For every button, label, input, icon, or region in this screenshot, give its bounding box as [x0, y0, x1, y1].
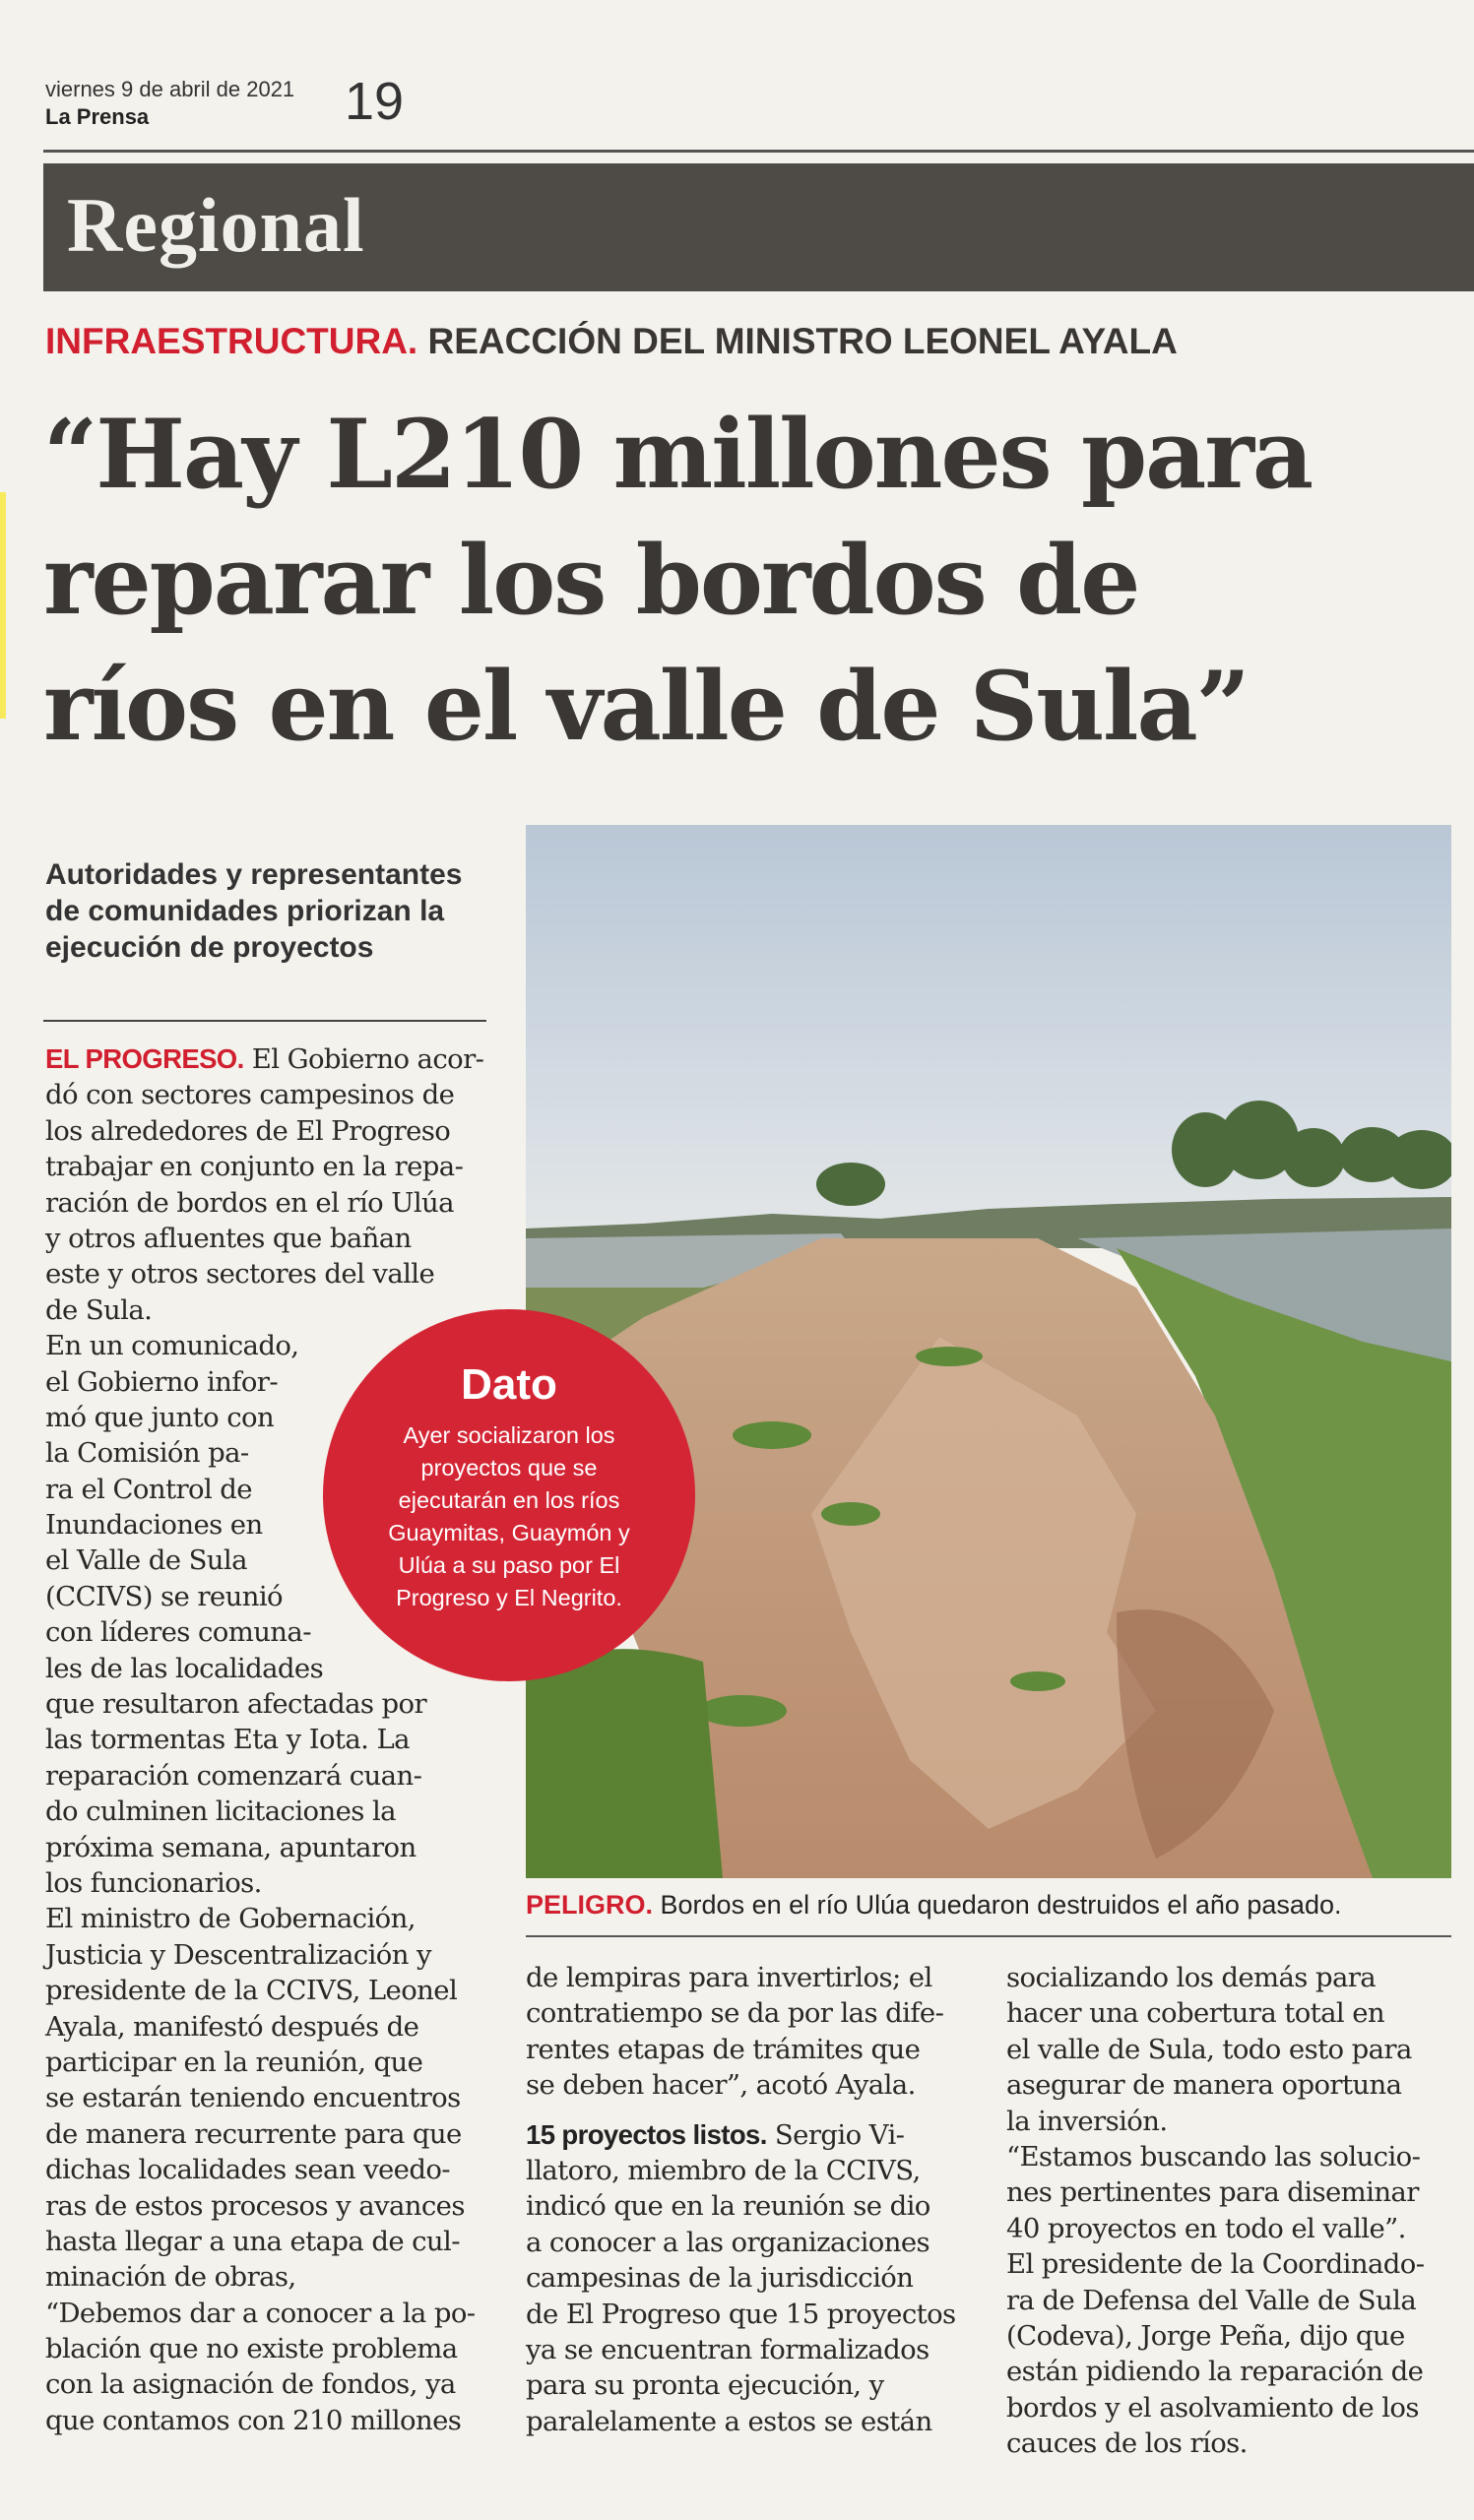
body-line — [45, 2259, 488, 2295]
body-line — [1006, 1960, 1459, 1995]
body-text: les de las localidades — [45, 1652, 324, 1684]
body-line — [45, 1077, 488, 1112]
body-text: 40 proyectos en todo el valle”. — [1006, 2212, 1406, 2244]
body-line — [1006, 2426, 1459, 2461]
body-line — [526, 2332, 979, 2367]
body-text: el Valle de Sula — [45, 1544, 247, 1577]
body-text: reparación comenzará cuan- — [45, 1759, 422, 1792]
body-text: de lempiras para invertirlos; el — [526, 1962, 932, 1993]
body-text: a conocer a las organizaciones — [526, 2226, 930, 2258]
body-line — [1006, 2283, 1459, 2318]
body-text: El ministro de Gobernación, — [45, 1903, 416, 1935]
body-line — [1006, 2104, 1459, 2139]
body-text: socializando los demás para — [1006, 1962, 1377, 1993]
body-text: de El Progreso que 15 proyectos — [526, 2298, 956, 2330]
body-line — [526, 2153, 979, 2188]
body-text: se estarán teniendo encuentros — [45, 2082, 461, 2114]
body-line — [1006, 2354, 1459, 2389]
dato-text: Ayer socializaron los proyectos que se ejecutarán en los ríos Guaymitas, Guaymón y Ulúa a su paso por El Progreso y El Negrito. — [388, 1422, 630, 1610]
body-text: (Codeva), Jorge Peña, dijo que — [1006, 2319, 1405, 2352]
body-line — [45, 2188, 488, 2224]
caption-lead: PELIGRO. — [526, 1890, 654, 1920]
headline — [43, 392, 1442, 770]
body-text: dó con sectores campesinos de — [45, 1079, 455, 1111]
newspaper-name: La Prensa — [45, 104, 150, 129]
body-text: este y otros sectores del valle — [45, 1258, 435, 1291]
issue-date: viernes 9 de abril de 2021 — [45, 77, 295, 101]
body-line — [526, 2117, 979, 2153]
body-line — [45, 1400, 488, 1435]
body-text: paralelamente a estos se están — [526, 2405, 932, 2437]
body-line — [45, 2224, 488, 2259]
paragraph-lead: 15 proyectos listos. — [526, 2118, 767, 2150]
body-text: ra de Defensa del Valle de Sula — [1006, 2284, 1417, 2316]
body-text: (CCIVS) se reunió — [45, 1580, 283, 1612]
body-text: campesinas de la jurisdicción — [526, 2262, 914, 2295]
body-line — [1006, 1995, 1459, 2031]
body-line — [45, 1722, 488, 1757]
kicker — [45, 321, 1178, 362]
dato-title: Dato — [461, 1360, 557, 1409]
body-line — [45, 1328, 488, 1363]
body-line — [526, 2225, 979, 2260]
deck-rule — [43, 1020, 486, 1022]
body-text: ración de bordos en el río Ulúa — [45, 1186, 454, 1219]
body-text: “Estamos buscando las solucio- — [1006, 2140, 1421, 2173]
body-text: Justicia y Descentralización y — [45, 1938, 431, 1971]
photo-illustration — [526, 825, 1451, 1878]
body-text: blación que no existe problema — [45, 2333, 458, 2365]
body-text: de Sula. — [45, 1293, 153, 1326]
body-line — [45, 1758, 488, 1794]
body-line — [45, 1973, 488, 2008]
headline-line: “Hay L210 millones para — [43, 399, 1313, 510]
body-line — [45, 1901, 488, 1936]
body-column-1 — [45, 1041, 488, 2438]
headline-line: ríos en el valle de Sula” — [43, 651, 1249, 762]
body-text: hasta llegar a una etapa de cul- — [45, 2225, 460, 2257]
body-line — [45, 2009, 488, 2045]
body-line — [45, 1686, 488, 1722]
body-text: y otros afluentes que bañan — [45, 1222, 412, 1254]
body-text: indicó que en la reunión se dio — [526, 2190, 930, 2223]
body-line — [526, 1960, 979, 1995]
body-text: los funcionarios. — [45, 1866, 262, 1899]
caption-text: Bordos en el río Ulúa quedaron destruidos el año pasado. — [653, 1890, 1342, 1920]
body-line — [45, 1651, 488, 1686]
body-line — [45, 1472, 488, 1507]
body-line — [1006, 2246, 1459, 2282]
body-text: que contamos con 210 millones — [45, 2404, 462, 2436]
body-text: Sergio Vi- — [766, 2118, 905, 2151]
body-line — [45, 1149, 488, 1184]
body-line — [45, 2080, 488, 2115]
body-text: ya se encuentran formalizados — [526, 2333, 929, 2365]
body-line — [45, 1185, 488, 1221]
kicker-topic: INFRAESTRUCTURA. — [45, 321, 418, 361]
body-line — [1006, 2174, 1459, 2210]
body-line — [45, 1579, 488, 1614]
body-text: participar en la reunión, que — [45, 2046, 423, 2078]
body-column-2 — [526, 1960, 979, 2439]
body-text: las tormentas Eta y Iota. La — [45, 1724, 410, 1756]
paragraph-gap — [526, 2104, 979, 2117]
body-text: “Debemos dar a conocer a la po- — [45, 2297, 476, 2329]
body-text: El Gobierno acor- — [243, 1043, 484, 1075]
body-line — [526, 2367, 979, 2403]
body-line — [1006, 2211, 1459, 2246]
body-line — [45, 1292, 488, 1328]
body-text: llatoro, miembro de la CCIVS, — [526, 2154, 921, 2186]
body-text: hacer una cobertura total en — [1006, 1997, 1385, 2030]
paragraph-lead: EL PROGRESO. — [45, 1043, 244, 1074]
body-text: que resultaron afectadas por — [45, 1688, 427, 1721]
body-text: El presidente de la Coordinado- — [1006, 2248, 1425, 2281]
body-line — [45, 1364, 488, 1400]
body-text: trabajar en conjunto en la repa- — [45, 1151, 464, 1183]
body-text: Inundaciones en — [45, 1509, 263, 1542]
body-text: próxima semana, apuntaron — [45, 1831, 417, 1863]
body-line — [45, 1543, 488, 1578]
body-text: de manera recurrente para que — [45, 2117, 462, 2150]
body-column-3 — [1006, 1960, 1459, 2461]
body-text: mó que junto con — [45, 1401, 275, 1433]
body-line — [526, 2297, 979, 2332]
body-text: do culminen licitaciones la — [45, 1796, 396, 1828]
body-line — [1006, 2032, 1459, 2067]
body-text: ras de estos procesos y avances — [45, 2189, 465, 2222]
body-line — [526, 1995, 979, 2031]
river-levee-photo — [526, 825, 1451, 1878]
body-line — [45, 1435, 488, 1471]
section-title: Regional — [67, 182, 365, 268]
highlighter-mark — [0, 492, 6, 719]
body-text: nes pertinentes para diseminar — [1006, 2176, 1419, 2209]
body-text: para su pronta ejecución, y — [526, 2369, 884, 2402]
body-text: están pidiendo la reparación de — [1006, 2356, 1424, 2388]
body-line — [526, 2032, 979, 2067]
body-text: el Gobierno infor- — [45, 1365, 279, 1398]
body-text: la Comisión pa- — [45, 1437, 249, 1470]
headline-line: reparar los bordos de — [43, 525, 1139, 636]
body-text: rentes etapas de trámites que — [526, 2033, 921, 2065]
body-text: ra el Control de — [45, 1473, 252, 1505]
body-line — [45, 2403, 488, 2438]
body-text: minación de obras, — [45, 2261, 296, 2294]
body-text: asegurar de manera oportuna — [1006, 2069, 1402, 2102]
body-line — [526, 2260, 979, 2296]
body-text: presidente de la CCIVS, Leonel — [45, 1975, 458, 2007]
body-line — [45, 2296, 488, 2331]
body-line — [45, 1221, 488, 1256]
body-text: En un comunicado, — [45, 1330, 299, 1362]
body-text: Ayala, manifestó después de — [45, 2010, 419, 2043]
body-line — [1006, 2390, 1459, 2426]
body-line — [45, 2366, 488, 2402]
body-line — [526, 2404, 979, 2439]
kicker-detail: REACCIÓN DEL MINISTRO LEONEL AYALA — [427, 321, 1178, 361]
body-line — [45, 2331, 488, 2366]
body-line — [1006, 2067, 1459, 2103]
body-line — [45, 2152, 488, 2187]
body-text: cauces de los ríos. — [1006, 2427, 1248, 2460]
body-line — [45, 2045, 488, 2080]
body-text: con líderes comuna- — [45, 1616, 311, 1649]
body-line — [45, 1794, 488, 1829]
body-line — [45, 1256, 488, 1292]
deck-summary: Autoridades y representantes de comunidades priorizan la ejecución de proyectos — [45, 858, 463, 964]
body-line — [45, 1865, 488, 1901]
body-line — [45, 1937, 488, 1973]
photo-caption — [526, 1890, 1341, 1921]
body-line — [1006, 2318, 1459, 2354]
body-line — [45, 1507, 488, 1543]
body-line — [1006, 2139, 1459, 2174]
body-text: con la asignación de fondos, ya — [45, 2368, 456, 2401]
body-text: dichas localidades sean veedo- — [45, 2154, 451, 2186]
body-line — [526, 2188, 979, 2224]
body-text: el valle de Sula, todo esto para — [1006, 2033, 1412, 2065]
body-text: la inversión. — [1006, 2105, 1168, 2137]
body-text: contratiempo se da por las dife- — [526, 1997, 944, 2030]
caption-rule — [526, 1935, 1451, 1937]
body-line — [45, 1113, 488, 1149]
body-text: los alrededores de El Progreso — [45, 1114, 451, 1147]
body-text: bordos y el asolvamiento de los — [1006, 2391, 1419, 2424]
body-line — [45, 1830, 488, 1865]
body-line — [45, 1614, 488, 1650]
body-line — [526, 2067, 979, 2103]
header-rule — [43, 150, 1474, 153]
body-text: se deben hacer”, acotó Ayala. — [526, 2069, 916, 2102]
page-number: 19 — [345, 72, 405, 131]
body-line — [45, 2116, 488, 2152]
body-line — [45, 1041, 488, 1077]
